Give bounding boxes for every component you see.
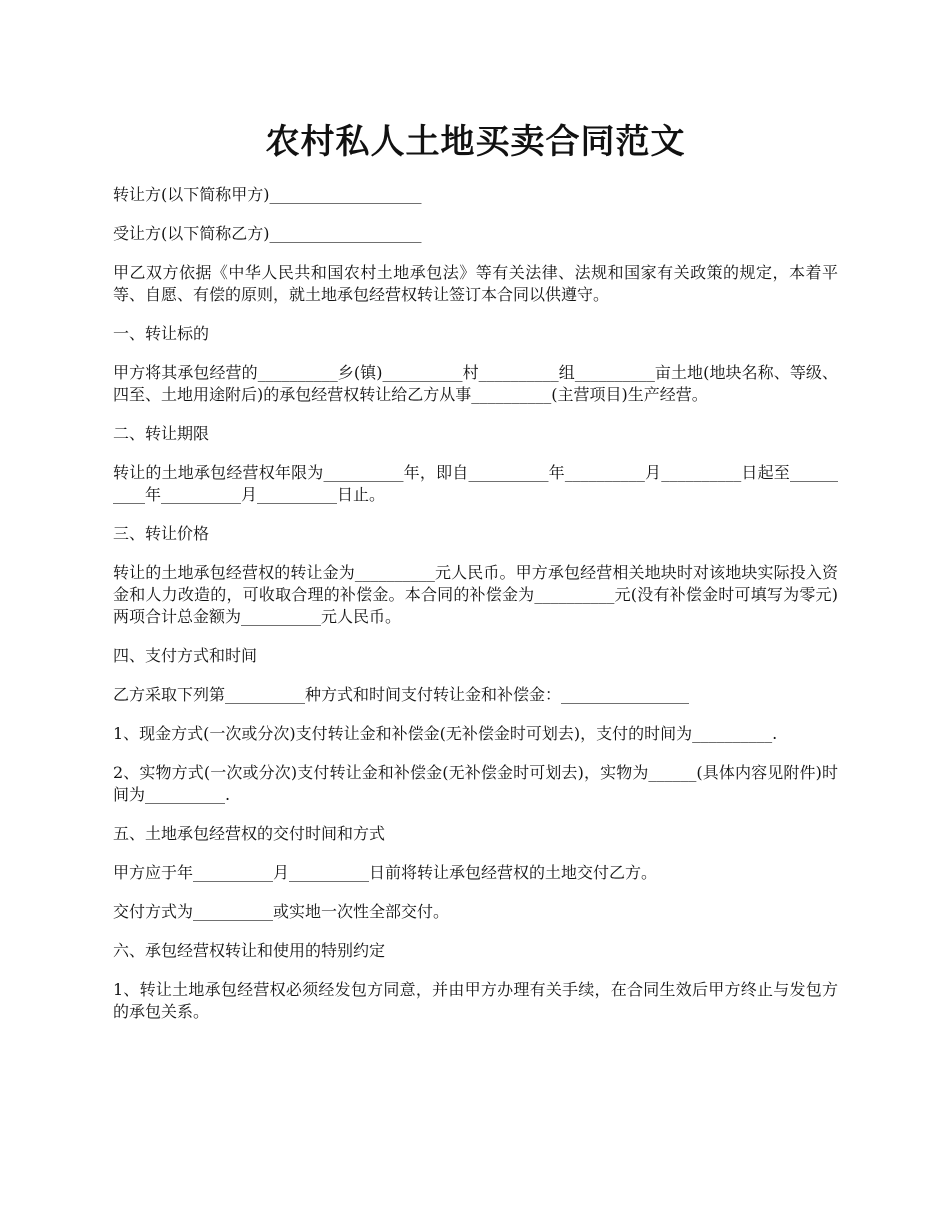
transferee-line: 受让方(以下简称乙方)___________________ (113, 224, 422, 243)
term-paragraph: 转让的土地承包经营权年限为__________年，即自__________年__________月__________日起至__________年__________月__________日止。 (113, 463, 838, 504)
section-heading-payment: 四、支付方式和时间 (113, 646, 258, 665)
subject-paragraph: 甲方将其承包经营的__________乡(镇)__________村__________组__________亩土地(地块名称、等级、四至、土地用途附后)的承包经营权转让给乙方从事__________(主营项目)生产经营。 (113, 363, 838, 404)
delivery-method-paragraph: 交付方式为__________或实地一次性全部交付。 (113, 902, 450, 921)
special-term-1-paragraph: 1、转让土地承包经营权必须经发包方同意，并由甲方办理有关手续，在合同生效后甲方终止与发包方的承包关系。 (113, 980, 838, 1021)
section-heading-term: 二、转让期限 (113, 424, 210, 443)
section-heading-subject: 一、转让标的 (113, 324, 210, 343)
document-title: 农村私人土地买卖合同范文 (265, 122, 686, 162)
payment-method-paragraph: 乙方采取下列第__________种方式和时间支付转让金和补偿金：________________ (113, 685, 690, 704)
delivery-date-paragraph: 甲方应于年__________月__________日前将转让承包经营权的土地交付乙方。 (113, 863, 658, 882)
in-kind-payment-paragraph: 2、实物方式(一次或分次)支付转让金和补偿金(无补偿金时可划去)，实物为______(具体内容见附件)时间为__________. (113, 763, 838, 804)
transferor-line: 转让方(以下简称甲方)___________________ (113, 185, 422, 204)
section-heading-price: 三、转让价格 (113, 524, 210, 543)
section-heading-delivery: 五、土地承包经营权的交付时间和方式 (113, 824, 386, 843)
cash-payment-paragraph: 1、现金方式(一次或分次)支付转让金和补偿金(无补偿金时可划去)，支付的时间为__________. (113, 724, 778, 743)
section-heading-special-terms: 六、承包经营权转让和使用的特别约定 (113, 941, 386, 960)
preamble-paragraph: 甲乙双方依据《中华人民共和国农村土地承包法》等有关法律、法规和国家有关政策的规定，本着平等、自愿、有偿的原则，就土地承包经营权转让签订本合同以供遵守。 (113, 263, 838, 304)
price-paragraph: 转让的土地承包经营权的转让金为__________元人民币。甲方承包经营相关地块时对该地块实际投入资金和人力改造的，可收取合理的补偿金。本合同的补偿金为__________元(没有补偿金时可填写为零元)两项合计总金额为__________元人民币。 (113, 563, 838, 626)
